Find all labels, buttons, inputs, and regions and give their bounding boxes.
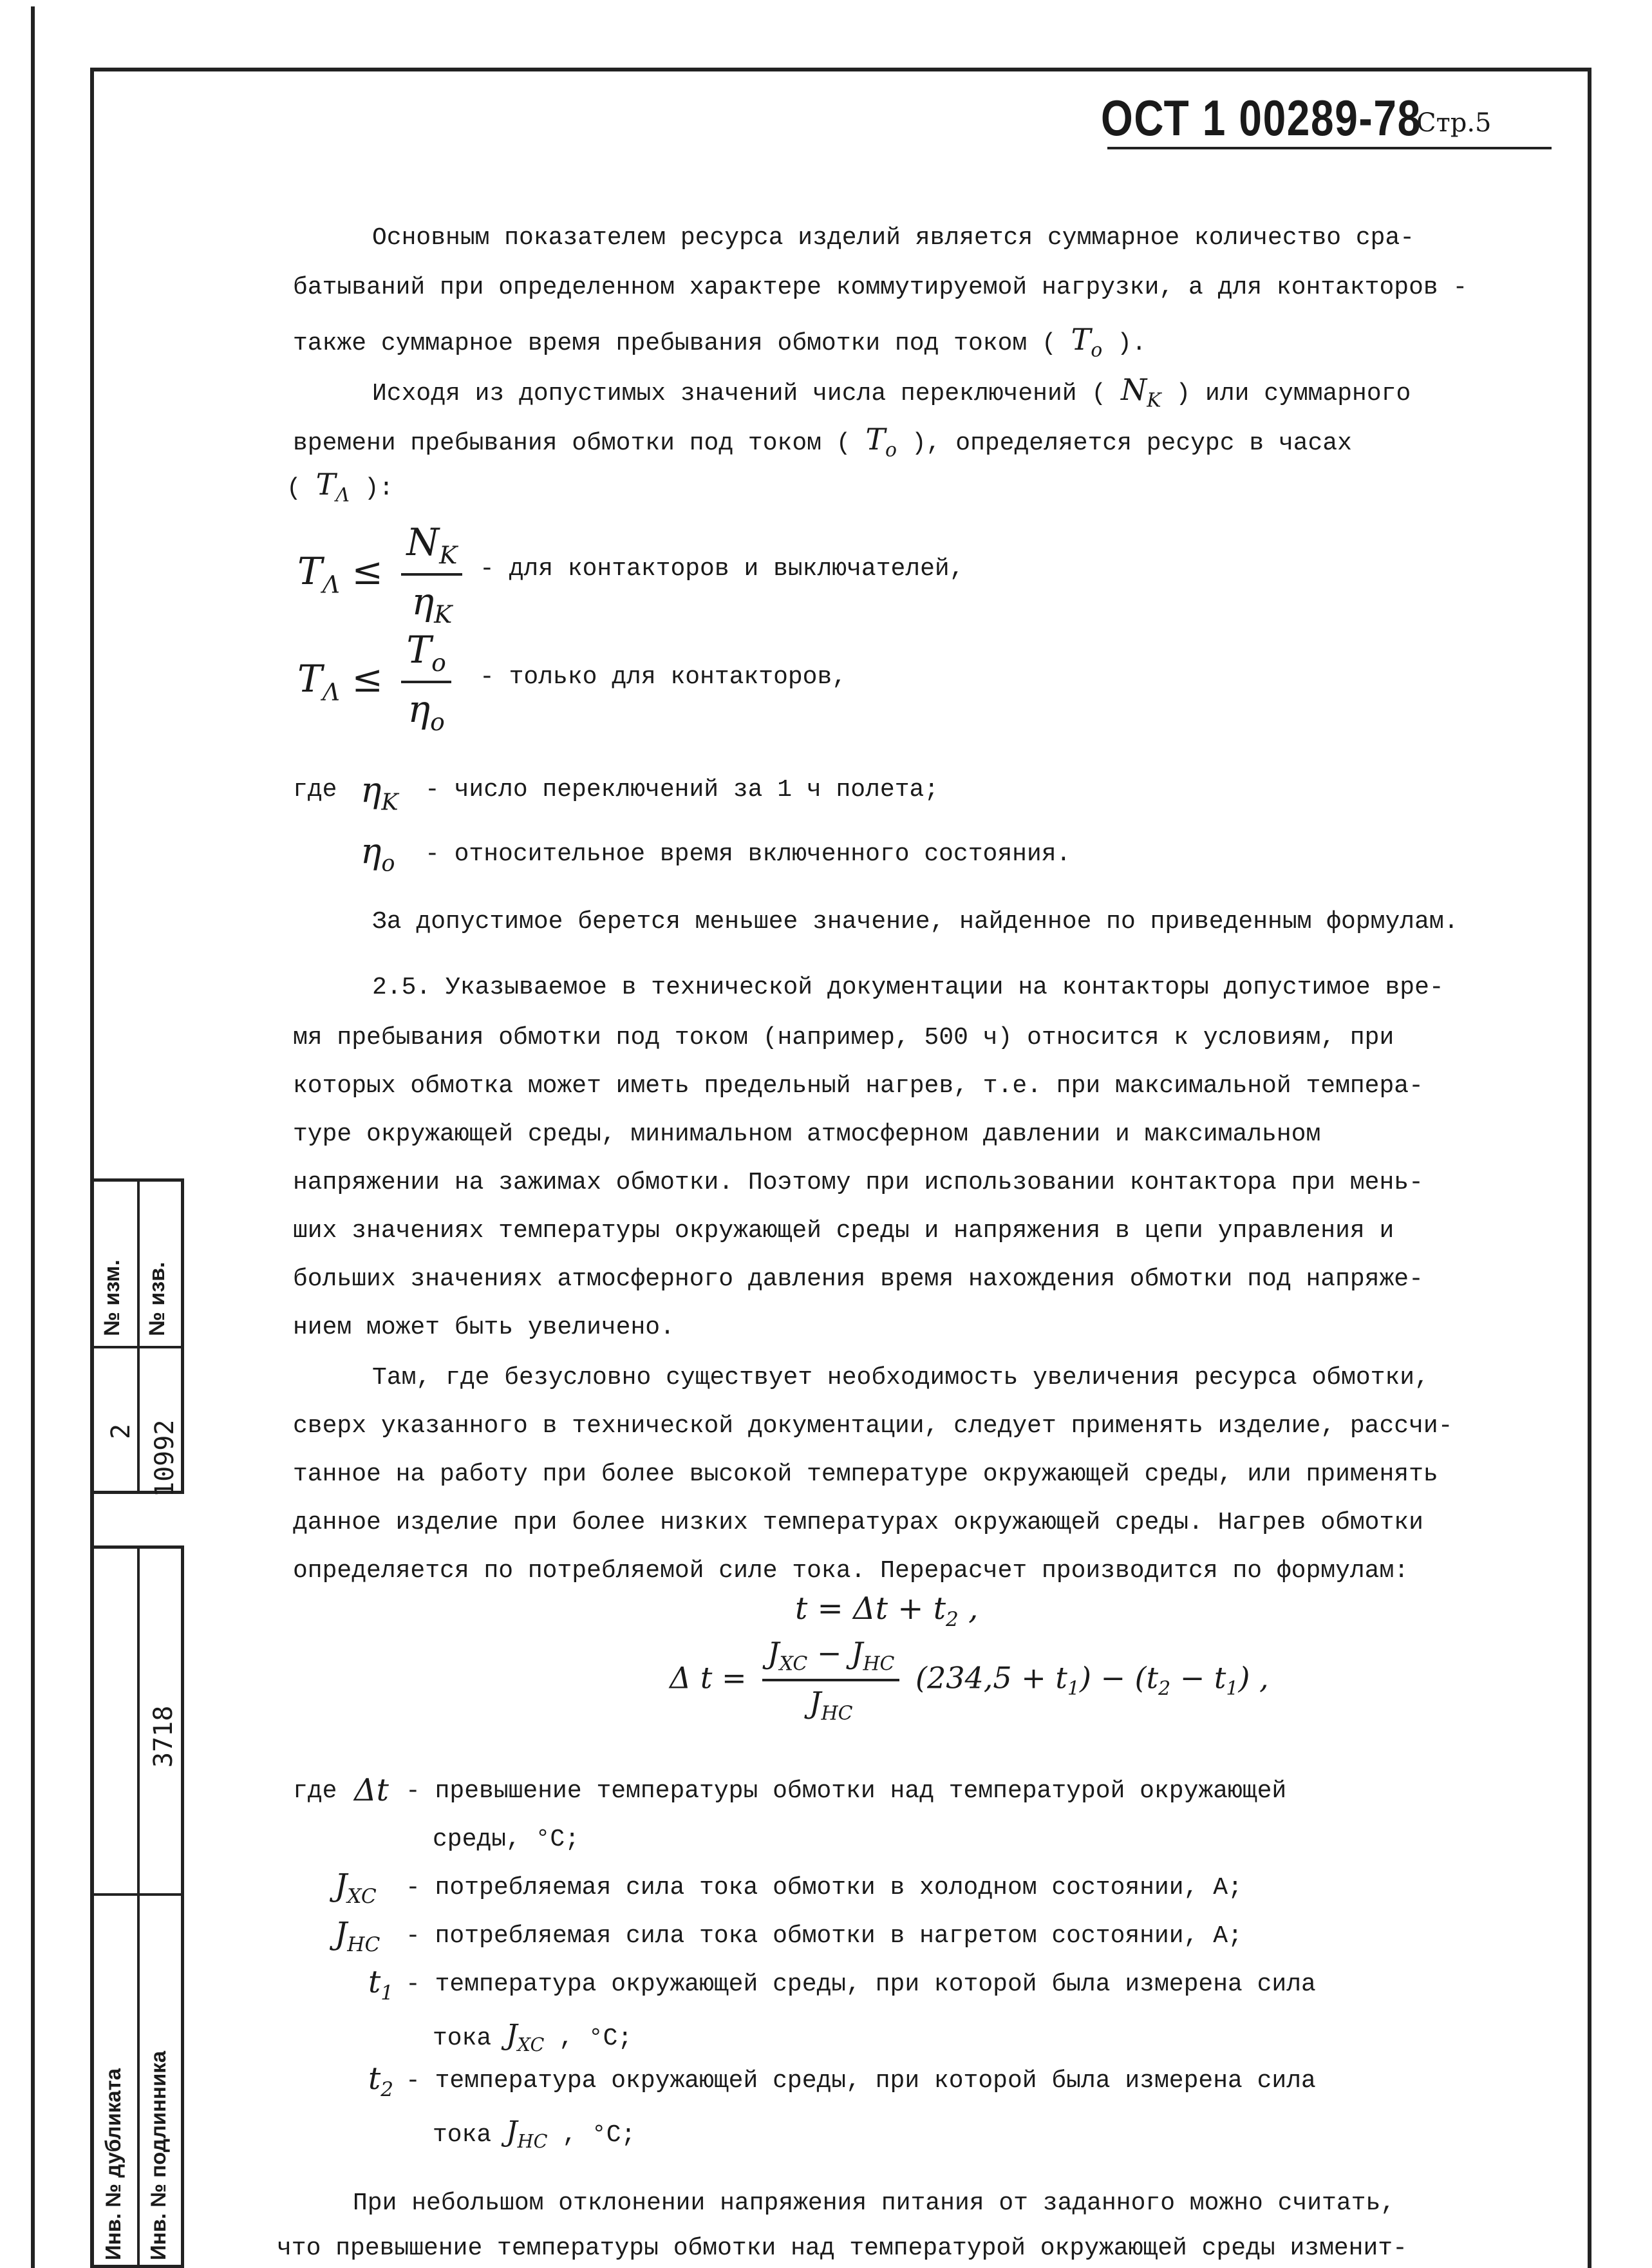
text-line: - температура окружающей среды, при которой была измерена сила — [406, 1970, 1316, 1998]
text-line: танное на работу при более высокой температуре окружающей среды, или применять — [293, 1460, 1438, 1488]
change-no-label: № изм. — [100, 1260, 124, 1336]
header-rule — [1107, 147, 1552, 149]
text-line: - число переключений за 1 ч полета; — [425, 776, 939, 804]
text-line: больших значениях атмосферного давления время нахождения обмотки под напряже- — [293, 1265, 1423, 1293]
text-line: 2.5. Указываемое в технической документации на контакторы допустимое вре- — [372, 974, 1444, 1001]
formula-resource-time: $T_\Lambda$ ≤ $\frac{T_o}{\eta_o}$ — [297, 628, 458, 736]
text-line: времени пребывания обмотки под током ( $T_o$ ), определяется ресурс в часах — [293, 422, 1352, 462]
text-line: - превышение температуры обмотки над температурой окружающей — [406, 1777, 1287, 1805]
text-line: Исходя из допустимых значений числа переключений ( $N_K$ ) или суммарного — [372, 372, 1411, 412]
text-line: Там, где безусловно существует необходимость увеличения ресурса обмотки, — [372, 1364, 1429, 1392]
text-line: - только для контакторов, — [480, 663, 847, 691]
text-line: определяется по потребляемой силе тока. Перерасчет производится по формулам: — [293, 1557, 1409, 1585]
change-no-value: 2 — [106, 1423, 136, 1439]
text-line: нием может быть увеличено. — [293, 1314, 675, 1341]
change-stamp — [90, 1178, 184, 1497]
text-line: - температура окружающей среды, при которой была измерена сила — [406, 2067, 1316, 2095]
inventory-stamp — [90, 1545, 184, 2268]
text-line: ( $T_\Lambda$ ): — [286, 467, 394, 507]
text-line: Основным показателем ресурса изделий является суммарное количество сра- — [372, 224, 1415, 252]
original-inv-label: Инв. № подлинника — [146, 2050, 170, 2260]
notice-no-label: № изв. — [145, 1262, 169, 1336]
text-line: ших значениях температуры окружающей среды и напряжения в цепи управления и — [293, 1217, 1394, 1245]
text-line: - для контакторов и выключателей, — [480, 555, 964, 583]
text-line: При небольшом отклонении напряжения питания от заданного можно считать, — [353, 2189, 1396, 2217]
text-line: тока $J_{HC}$ , °С; — [433, 2115, 636, 2152]
text-line: тока $J_{XC}$ , °С; — [433, 2019, 633, 2055]
text-line: среды, °С; — [433, 1826, 580, 1853]
text-line: туре окружающей среды, минимальном атмосферном давлении и максимальном — [293, 1120, 1321, 1148]
page-number: Стр.5 — [1416, 108, 1492, 138]
formula-delta-t: Δ t = $\frac{J_{XC} - J_{HC}}{J_{HC}}$ $(234,5 + t_1) - (t_2 - t_1)$ , — [670, 1636, 1269, 1725]
text-line: напряжении на зажимах обмотки. Поэтому при использовании контактора при мень- — [293, 1169, 1423, 1196]
document-code: ОСТ 1 00289-78 — [1101, 90, 1422, 146]
text-line: что превышение температуры обмотки над температурой окружающей среды изменит- — [277, 2235, 1407, 2262]
text-line: также суммарное время пребывания обмотки под током ( $T_o$ ). — [293, 322, 1147, 362]
text-line: - потребляемая сила тока обмотки в нагретом состоянии, А; — [406, 1922, 1243, 1950]
notice-no-value: 10992 — [150, 1419, 180, 1497]
duplicate-inv-label: Инв. № дубликата — [101, 2068, 125, 2260]
formula-resource-switching: $T_\Lambda$ ≤ $\frac{N_K}{\eta_K}$ — [297, 520, 469, 628]
text-line: которых обмотка может иметь предельный нагрев, т.е. при максимальной темпера- — [293, 1072, 1423, 1100]
page-frame-left — [31, 6, 35, 2268]
text-line: За допустимое берется меньшее значение, найденное по приведенным формулам. — [372, 908, 1459, 936]
text-line: данное изделие при более низких температурах окружающей среды. Нагрев обмотки — [293, 1509, 1423, 1536]
text-line: мя пребывания обмотки под током (например, 500 ч) относится к условиям, при — [293, 1024, 1394, 1052]
text-line: - потребляемая сила тока обмотки в холодном состоянии, А; — [406, 1874, 1243, 1902]
text-line: сверх указанного в технической документации, следует применять изделие, рассчи- — [293, 1412, 1453, 1440]
text-line: батываний при определенном характере коммутируемой нагрузки, а для контакторов - — [293, 274, 1468, 301]
text-line: - относительное время включенного состояния. — [425, 840, 1071, 868]
text-line: где — [293, 776, 337, 804]
formula-temperature: $t = \Delta t + t_2$ , — [795, 1591, 979, 1631]
original-inv-value: 3718 — [149, 1705, 178, 1768]
text-line: где — [293, 1777, 337, 1805]
